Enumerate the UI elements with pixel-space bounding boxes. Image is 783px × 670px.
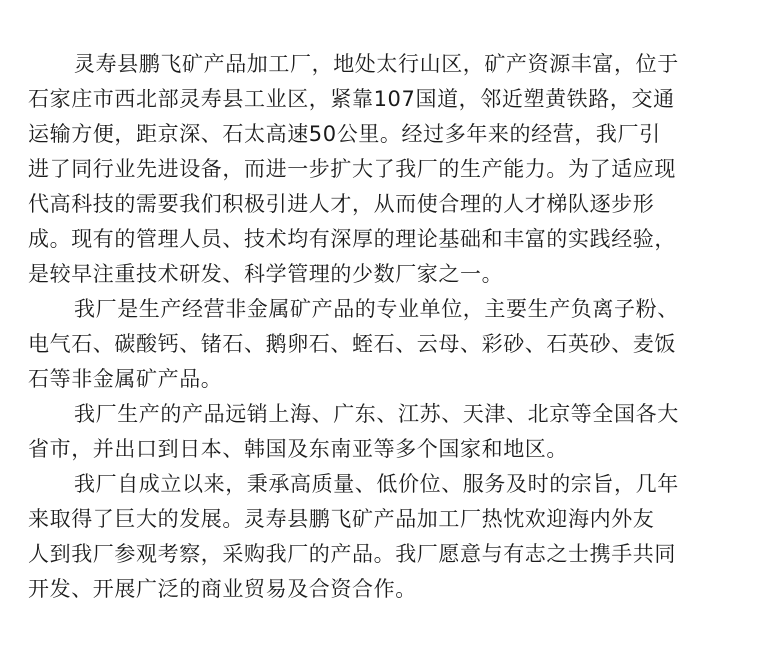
text-line: 运输方便，距京深、石太高速50公里。经过多年来的经营，我厂引 bbox=[28, 122, 661, 146]
text-line: 人到我厂参观考察，采购我厂的产品。我厂愿意与有志之士携手共同 bbox=[28, 542, 676, 566]
text-line: 开发、开展广泛的商业贸易及合资合作。 bbox=[28, 577, 417, 601]
text-line: 成。现有的管理人员、技术均有深厚的理论基础和丰富的实践经验， bbox=[28, 227, 676, 251]
text-line: 我厂自成立以来，秉承高质量、低价位、服务及时的宗旨，几年 bbox=[74, 472, 679, 496]
text-line: 石家庄市西北部灵寿县工业区，紧靠107国道，邻近塑黄铁路，交通 bbox=[28, 87, 675, 111]
text-line: 来取得了巨大的发展。灵寿县鹏飞矿产品加工厂热忱欢迎海内外友 bbox=[28, 507, 655, 531]
text-line: 我厂生产的产品远销上海、广东、江苏、天津、北京等全国各大 bbox=[74, 402, 679, 426]
text-line: 电气石、碳酸钙、锗石、鹅卵石、蛭石、云母、彩砂、石英砂、麦饭 bbox=[28, 332, 676, 356]
text-line: 代高科技的需要我们积极引进人才，从而使合理的人才梯队逐步形 bbox=[28, 192, 655, 216]
paragraph-markets bbox=[28, 397, 758, 467]
paragraph-overview bbox=[28, 47, 758, 292]
paragraph-products bbox=[28, 292, 758, 397]
text-line: 是较早注重技术研发、科学管理的少数厂家之一。 bbox=[28, 262, 504, 286]
text-line: 省市，并出口到日本、韩国及东南亚等多个国家和地区。 bbox=[28, 437, 568, 461]
company-introduction bbox=[28, 47, 758, 607]
paragraph-invitation bbox=[28, 467, 758, 607]
text-line: 灵寿县鹏飞矿产品加工厂，地处太行山区，矿产资源丰富，位于 bbox=[74, 52, 679, 76]
text-line: 进了同行业先进设备，而进一步扩大了我厂的生产能力。为了适应现 bbox=[28, 157, 676, 181]
text-line: 石等非金属矿产品。 bbox=[28, 367, 223, 391]
text-line: 我厂是生产经营非金属矿产品的专业单位，主要生产负离子粉、 bbox=[74, 297, 679, 321]
